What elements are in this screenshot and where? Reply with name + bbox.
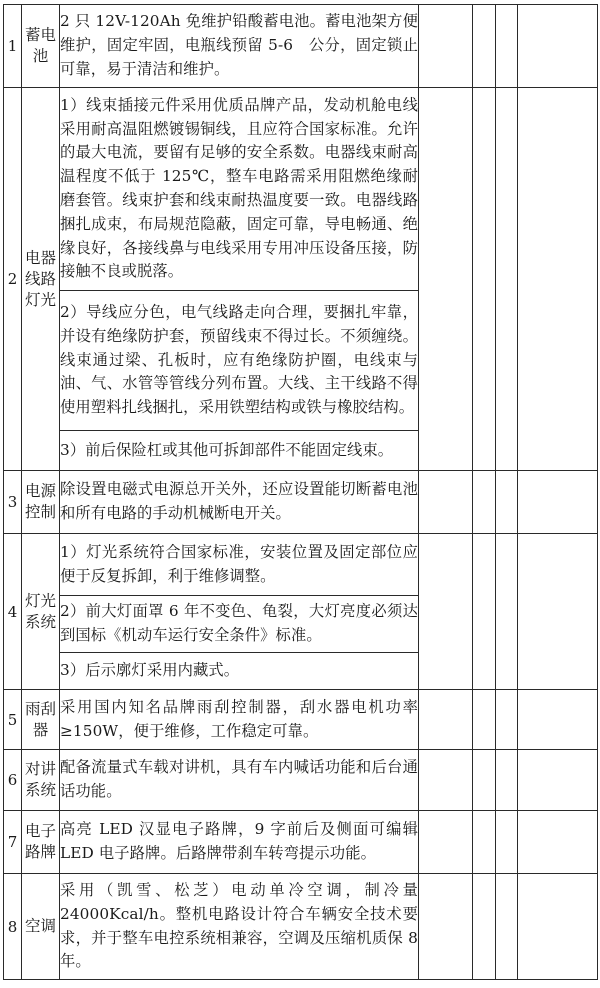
item-description: 2）前大灯面罩 6 年不变色、龟裂，大灯亮度必须达到国标《机动车运行安全条件》标准。: [60, 596, 419, 653]
table-row: [4, 88, 598, 291]
item-name: 灯光系统: [22, 534, 60, 690]
blank-cell: [496, 5, 518, 88]
row-number: 1: [4, 5, 22, 88]
item-name: 电源控制: [22, 471, 60, 534]
item-name: 对讲系统: [22, 750, 60, 811]
item-description: 2）导线应分色，电气线路走向合理，要捆扎牢靠，并设有绝缘防护套，预留线束不得过长。不须缠绕。线束通过梁、孔板时，应有绝缘防护圈，电线束与油、气、水管等管线分列布置。大线、主干线路不得使用塑料扎线捆扎，采用铁塑结构或铁与橡胶结构。: [60, 291, 419, 431]
item-description: 1）灯光系统符合国家标准，安装位置及固定部位应便于反复拆卸，利于维修调整。: [60, 534, 419, 596]
blank-cell: [518, 750, 598, 811]
row-number: 8: [4, 874, 22, 980]
blank-cell: [419, 874, 473, 980]
row-number: 2: [4, 88, 22, 471]
table-row: [4, 534, 598, 596]
item-description: 3）前后保险杠或其他可拆卸部件不能固定线束。: [60, 431, 419, 471]
table-row: [4, 5, 598, 88]
item-description: 采用国内知名品牌雨刮控制器，刮水器电机功率≥150W，便于维修，工作稳定可靠。: [60, 690, 419, 750]
table-row: [4, 750, 598, 811]
row-number: 5: [4, 690, 22, 750]
blank-cell: [496, 750, 518, 811]
blank-cell: [419, 471, 473, 534]
blank-cell: [518, 471, 598, 534]
item-description: 除设置电磁式电源总开关外，还应设置能切断蓄电池和所有电路的手动机械断电开关。: [60, 471, 419, 534]
blank-cell: [518, 690, 598, 750]
blank-cell: [496, 471, 518, 534]
blank-cell: [518, 811, 598, 874]
blank-cell: [473, 690, 496, 750]
table-row: [4, 471, 598, 534]
blank-cell: [419, 690, 473, 750]
blank-cell: [473, 5, 496, 88]
blank-cell: [496, 811, 518, 874]
item-name: 空调: [22, 874, 60, 980]
blank-cell: [473, 811, 496, 874]
item-description: 2 只 12V-120Ah 免维护铅酸蓄电池。蓄电池架方便维护，固定牢固，电瓶线预留 5-6 公分，固定锁止可靠，易于清洁和维护。: [60, 5, 419, 88]
blank-cell: [473, 471, 496, 534]
item-description: 1）线束插接元件采用优质品牌产品，发动机舱电线采用耐高温阻燃镀锡铜线，且应符合国家标准。允许的最大电流，要留有足够的安全系数。电器线束耐高温程度不低于 125℃，整车电路需采用阻燃绝缘耐磨套管。线束护套和线束耐热温度要一致。电器线路捆扎成束，布局规范隐蔽，固定可靠，导电畅通、绝缘良好，各接线鼻与电线采用专用冲压设备压接，防接触不良或脱落。: [60, 88, 419, 291]
blank-cell: [496, 874, 518, 980]
item-description: 3）后示廓灯采用内藏式。: [60, 653, 419, 690]
blank-cell: [419, 534, 473, 690]
blank-cell: [518, 5, 598, 88]
item-description: 配备流量式车载对讲机，具有车内喊话功能和后台通话功能。: [60, 750, 419, 811]
blank-cell: [518, 88, 598, 471]
table-row: [4, 811, 598, 874]
item-name: 蓄电池: [22, 5, 60, 88]
table-row: [4, 690, 598, 750]
blank-cell: [496, 88, 518, 471]
blank-cell: [496, 534, 518, 690]
blank-cell: [419, 5, 473, 88]
blank-cell: [473, 534, 496, 690]
row-number: 6: [4, 750, 22, 811]
row-number: 7: [4, 811, 22, 874]
blank-cell: [419, 88, 473, 471]
spec-table: [3, 4, 598, 980]
item-name: 电器线路灯光: [22, 88, 60, 471]
blank-cell: [419, 750, 473, 811]
item-description: 采用（凯雪、松芝）电动单冷空调，制冷量 24000Kcal/h。整机电路设计符合车辆安全技术要求，并于整车电控系统相兼容，空调及压缩机质保 8 年。: [60, 874, 419, 980]
blank-cell: [419, 811, 473, 874]
row-number: 3: [4, 471, 22, 534]
blank-cell: [473, 88, 496, 471]
item-name: 雨刮器: [22, 690, 60, 750]
blank-cell: [518, 534, 598, 690]
item-description: 高亮 LED 汉显电子路牌，9 字前后及侧面可编辑 LED 电子路牌。后路牌带刹车转弯提示功能。: [60, 811, 419, 874]
blank-cell: [496, 690, 518, 750]
blank-cell: [518, 874, 598, 980]
item-name: 电子路牌: [22, 811, 60, 874]
table-row: [4, 874, 598, 980]
row-number: 4: [4, 534, 22, 690]
blank-cell: [473, 750, 496, 811]
blank-cell: [473, 874, 496, 980]
